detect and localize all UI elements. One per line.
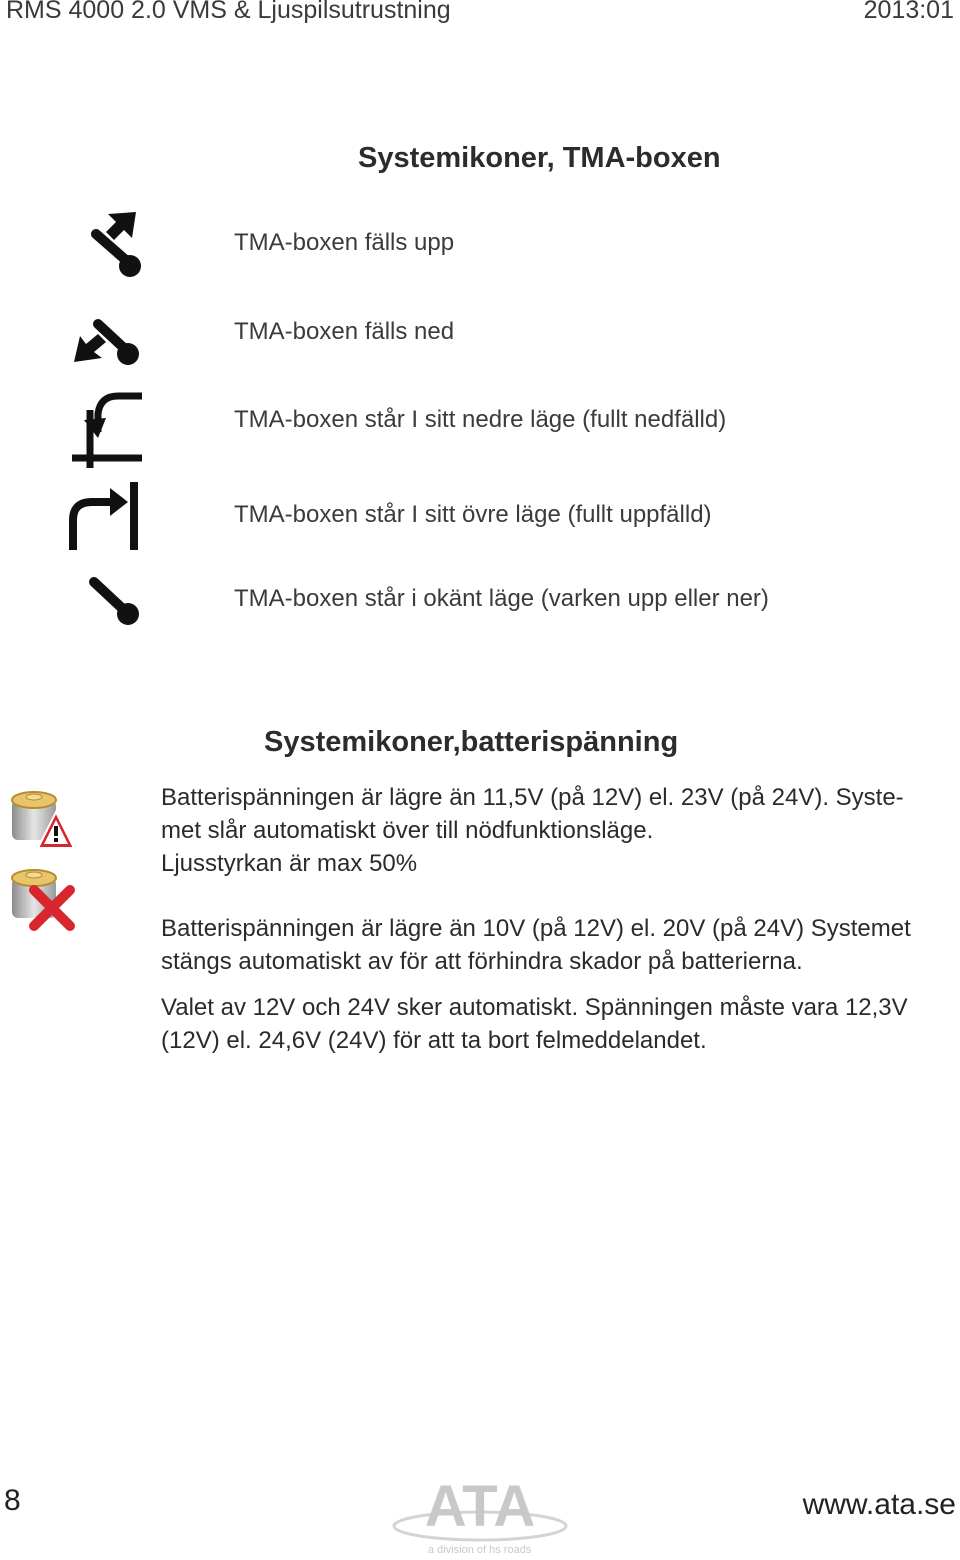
tma-fold-down-label: TMA-boxen fälls ned [234,318,455,345]
page-number: 8 [4,1484,21,1517]
ata-logo [392,1470,572,1558]
text-line: Batterispänningen är lägre än 11,5V (på 12V) el. 23V (på 24V). Syste- [161,784,904,811]
battery-error-icon [8,864,78,936]
text-line: met slår automatiskt över till nödfunktionsläge. [161,817,654,844]
tma-upper-position-label: TMA-boxen står I sitt övre läge (fullt uppfälld) [234,501,712,528]
battery-section-title: Systemikoner,batterispänning [264,726,679,758]
battery-error-text [161,912,951,978]
website-link[interactable]: www.ata.se [802,1488,956,1521]
battery-warning-icon [8,786,78,856]
logo-text: ATA [424,1474,536,1539]
logo-subtitle: a division of hs roads [428,1544,532,1556]
tma-upper-position-icon [68,480,143,552]
text-line: (12V) el. 24,6V (24V) för att ta bort felmeddelandet. [161,1027,707,1054]
tma-fold-up-label: TMA-boxen fälls upp [234,229,455,256]
tma-section-title: Systemikoner, TMA-boxen [358,142,721,174]
text-line: Valet av 12V och 24V sker automatiskt. Spänningen måste vara 12,3V [161,994,908,1021]
voltage-note-text [161,991,951,1057]
tma-lower-position-icon [70,390,145,470]
battery-warning-text [161,781,951,880]
text-line: stängs automatiskt av för att förhindra skador på batterierna. [161,948,803,975]
tma-fold-down-icon [72,316,147,376]
tma-unknown-position-label: TMA-boxen står i okänt läge (varken upp eller ner) [234,585,769,612]
text-line: Batterispänningen är lägre än 10V (på 12V) el. 20V (på 24V) Systemet [161,915,911,942]
document-date: 2013:01 [863,0,954,24]
document-title: RMS 4000 2.0 VMS & Ljuspilsutrustning [6,0,451,24]
tma-fold-up-icon [88,210,148,280]
tma-lower-position-label: TMA-boxen står I sitt nedre läge (fullt nedfälld) [234,406,727,433]
text-line: Ljusstyrkan är max 50% [161,850,418,877]
tma-unknown-position-icon [86,574,146,630]
